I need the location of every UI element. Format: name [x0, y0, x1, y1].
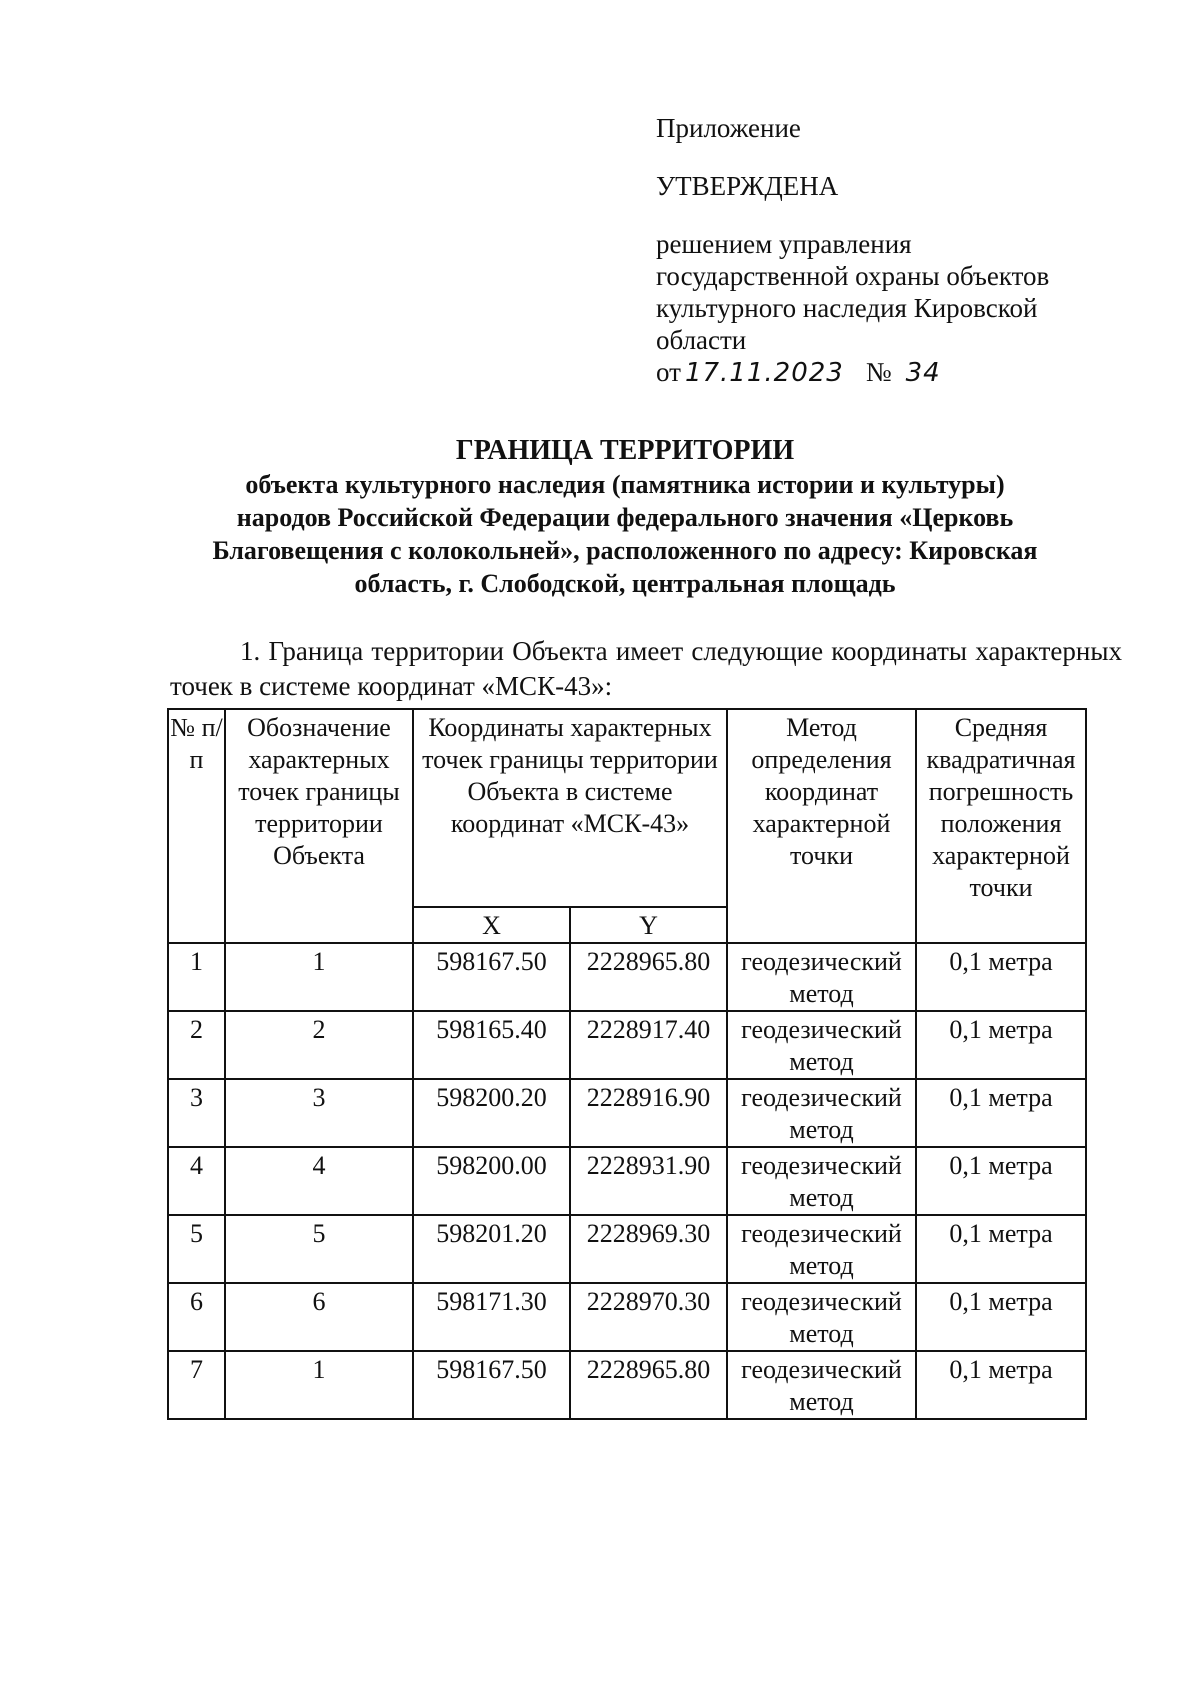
- cell-y: 2228931.90: [570, 1147, 727, 1215]
- table-row: [168, 1351, 1086, 1419]
- header-method: Метод определения координат характерной точки: [727, 709, 916, 943]
- cell-y: 2228916.90: [570, 1079, 727, 1147]
- cell-num: 4: [168, 1147, 225, 1215]
- cell-method: геодезический метод: [727, 1215, 916, 1283]
- cell-method: геодезический метод: [727, 1283, 916, 1351]
- decision-number: 34: [905, 358, 941, 388]
- cell-y: 2228970.30: [570, 1283, 727, 1351]
- cell-error: 0,1 метра: [916, 1283, 1086, 1351]
- header-num: № п/п: [168, 709, 225, 943]
- cell-error: 0,1 метра: [916, 1011, 1086, 1079]
- cell-num: 6: [168, 1283, 225, 1351]
- table-row: [168, 1215, 1086, 1283]
- cell-method: геодезический метод: [727, 1079, 916, 1147]
- cell-y: 2228965.80: [570, 1351, 727, 1419]
- decision-line: государственной охраны объектов: [656, 261, 1050, 291]
- cell-method: геодезический метод: [727, 1147, 916, 1215]
- header-x: X: [413, 907, 570, 943]
- cell-x: 598201.20: [413, 1215, 570, 1283]
- decision-date: 17.11.2023: [684, 358, 844, 388]
- title-sub-line: Благовещения с колокольней», расположенного по адресу: Кировская: [212, 536, 1038, 565]
- decision-line: решением управления: [656, 229, 912, 259]
- cell-error: 0,1 метра: [916, 1147, 1086, 1215]
- cell-method: геодезический метод: [727, 1011, 916, 1079]
- cell-x: 598171.30: [413, 1283, 570, 1351]
- table-row: [168, 1147, 1086, 1215]
- cell-method: геодезический метод: [727, 943, 916, 1011]
- title-sub-line: объекта культурного наследия (памятника истории и культуры): [245, 470, 1005, 499]
- cell-num: 2: [168, 1011, 225, 1079]
- header-designation: Обозначение характерных точек границы территории Объекта: [225, 709, 413, 943]
- cell-x: 598200.20: [413, 1079, 570, 1147]
- cell-point: 1: [225, 1351, 413, 1419]
- cell-point: 2: [225, 1011, 413, 1079]
- approved-label: УТВЕРЖДЕНА: [656, 171, 839, 201]
- cell-x: 598165.40: [413, 1011, 570, 1079]
- table-row: [168, 1079, 1086, 1147]
- header-y: Y: [570, 907, 727, 943]
- cell-point: 3: [225, 1079, 413, 1147]
- cell-point: 1: [225, 943, 413, 1011]
- title-sub-line: народов Российской Федерации федерального значения «Церковь: [236, 503, 1014, 532]
- cell-y: 2228969.30: [570, 1215, 727, 1283]
- cell-error: 0,1 метра: [916, 1215, 1086, 1283]
- title-sub-line: область, г. Слободской, центральная площадь: [354, 569, 896, 598]
- cell-x: 598200.00: [413, 1147, 570, 1215]
- cell-num: 7: [168, 1351, 225, 1419]
- header-coords: Координаты характерных точек границы территории Объекта в системе координат «МСК-43»: [413, 709, 727, 907]
- decision-line: области: [656, 325, 747, 355]
- coordinates-table: [167, 708, 1087, 1420]
- cell-point: 5: [225, 1215, 413, 1283]
- date-number-line: [656, 356, 1126, 389]
- cell-method: геодезический метод: [727, 1351, 916, 1419]
- cell-num: 1: [168, 943, 225, 1011]
- cell-y: 2228965.80: [570, 943, 727, 1011]
- cell-point: 6: [225, 1283, 413, 1351]
- cell-error: 0,1 метра: [916, 1351, 1086, 1419]
- decision-line: культурного наследия Кировской: [656, 293, 1038, 323]
- intro-paragraph: 1. Граница территории Объекта имеет следующие координаты характерных точек в системе координат «МСК-43»:: [170, 636, 1122, 701]
- cell-x: 598167.50: [413, 943, 570, 1011]
- cell-point: 4: [225, 1147, 413, 1215]
- document-title: [160, 434, 1090, 600]
- number-label: №: [865, 357, 892, 387]
- approval-block: [656, 112, 1126, 389]
- date-prefix: от: [656, 357, 681, 387]
- header-error: Средняя квадратичная погрешность положения характерной точки: [916, 709, 1086, 943]
- appendix-label: Приложение: [656, 113, 801, 143]
- cell-x: 598167.50: [413, 1351, 570, 1419]
- title-main: ГРАНИЦА ТЕРРИТОРИИ: [455, 435, 795, 466]
- cell-num: 3: [168, 1079, 225, 1147]
- table-row: [168, 1283, 1086, 1351]
- cell-error: 0,1 метра: [916, 943, 1086, 1011]
- table-row: [168, 1011, 1086, 1079]
- table-row: [168, 943, 1086, 1011]
- cell-y: 2228917.40: [570, 1011, 727, 1079]
- cell-num: 5: [168, 1215, 225, 1283]
- cell-error: 0,1 метра: [916, 1079, 1086, 1147]
